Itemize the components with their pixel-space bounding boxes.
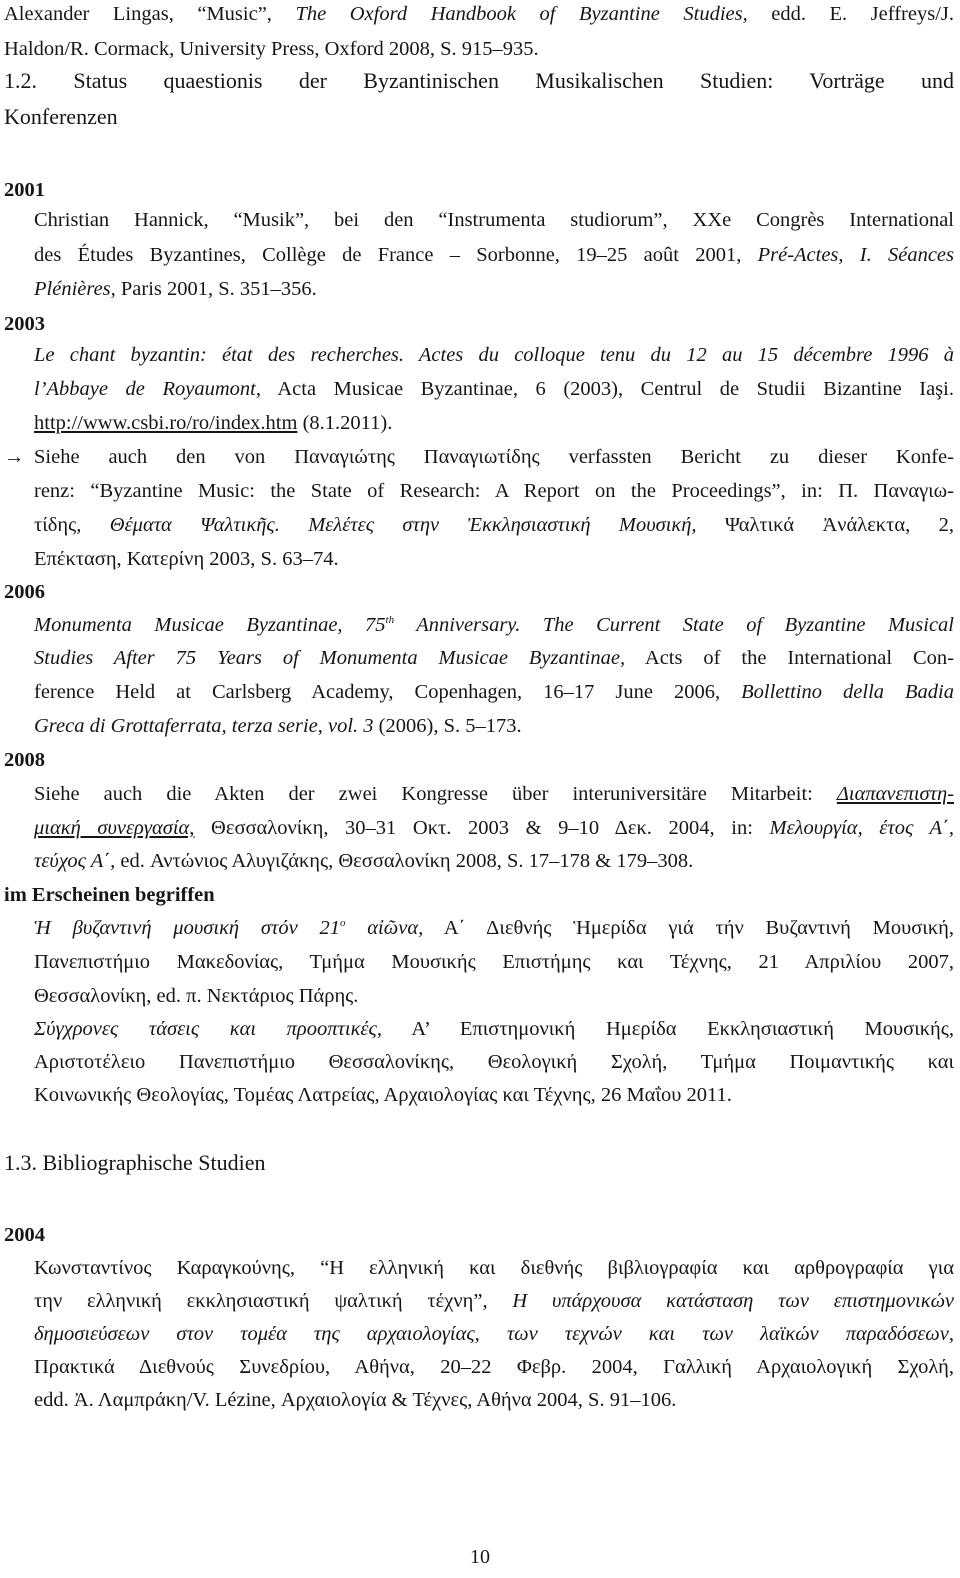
- pending-entry-1-line-3: Θεσσαλονίκη, ed. π. Νεκτάριος Πάρης.: [34, 985, 359, 1007]
- entry-2004-line-3: δημοσιεύσεων στον τομέα της αρχαιολογίας, των τεχνών και των λαϊκών παραδόσεων,: [34, 1323, 954, 1345]
- entry-2006-line-1: Monumenta Musicae Byzantinae, 75th Anniversary. The Current State of Byzantine Musical: [34, 614, 954, 636]
- entry-2001-line-3: Plénières, Paris 2001, S. 351–356.: [34, 278, 317, 300]
- year-heading-2004: 2004: [4, 1224, 45, 1246]
- entry-2004-line-2: την ελληνική εκκλησιαστική ψαλτική τέχνη”, Η υπάρχουσα κατάσταση των επιστημονικών: [34, 1290, 954, 1312]
- pending-entry-2-line-1: Σύγχρονες τάσεις και προοπτικές, Α’ Επιστημονική Ημερίδα Εκκλησιαστική Μουσικής,: [34, 1018, 955, 1040]
- entry-2001-line-2: des Études Byzantines, Collège de France – Sorbonne, 19–25 août 2001, Pré-Actes, I. Séances: [34, 244, 955, 266]
- pending-heading: im Erscheinen begriffen: [4, 884, 215, 906]
- entry-2004-line-1: Κωνσταντίνος Καραγκούνης, “Η ελληνική και διεθνής βιβλιογραφία και αρθρογραφία για: [34, 1257, 954, 1279]
- section-heading-1-3: 1.3. Bibliographische Studien: [4, 1150, 266, 1175]
- section-heading-1-2-cont: Konferenzen: [4, 104, 118, 129]
- citation-lingas-line-1: Alexander Lingas, “Music”, The Oxford Handbook of Byzantine Studies, edd. E. Jeffreys/J.: [4, 3, 954, 25]
- entry-2008-line-3: τεύχος Α΄, ed. Αντώνιος Αλυγιζάκης, Θεσσαλονίκη 2008, S. 17–178 & 179–308.: [34, 850, 694, 872]
- year-heading-2008: 2008: [4, 749, 45, 771]
- pending-entry-1-line-1: Ἡ βυζαντινή μουσική στόν $21^o$ αἰῶνα, Α΄ Διεθνής Ἡμερίδα γιά τήν Βυζαντινή Μουσική,: [34, 917, 954, 939]
- pending-entry-1-line-2: Πανεπιστήμιο Μακεδονίας, Τμήμα Μουσικής Επιστήμης και Τέχνης, 21 Απριλίου 2007,: [34, 951, 954, 973]
- entry-2001-line-1: Christian Hannick, “Musik”, bei den “Instrumenta studiorum”, XXe Congrès International: [34, 209, 954, 231]
- entry-2008-line-2: μιακή συνεργασία, Θεσσαλονίκη, 30–31 Οκτ. 2003 & 9–10 Δεκ. 2004, in: Μελουργία, έτος Α΄,: [34, 817, 954, 839]
- entry-2003-line-3: http://www.csbi.ro/ro/index.htm (8.1.2011).: [34, 412, 393, 434]
- entry-2004-line-4: Πρακτικά Διεθνούς Συνεδρίου, Αθήνα, 20–22 Φεβρ. 2004, Γαλλική Αρχαιολογική Σχολή,: [34, 1356, 954, 1378]
- arrow-icon: →: [4, 446, 25, 468]
- pending-entry-2-line-3: Κοινωνικής Θεολογίας, Τομέας Λατρείας, Αρχαιολογίας και Τέχνης, 26 Μαΐου 2011.: [34, 1084, 732, 1106]
- page-number: 10: [470, 1546, 490, 1568]
- citation-lingas-line-2: Haldon/R. Cormack, University Press, Oxford 2008, S. 915–935.: [4, 38, 539, 60]
- year-heading-2003: 2003: [4, 313, 45, 335]
- csbi-link[interactable]: http://www.csbi.ro/ro/index.htm: [34, 412, 298, 434]
- entry-2004-line-5: edd. Ἀ. Λαμπράκη/V. Lézine, Αρχαιολογία & Τέχνες, Αθήνα 2004, S. 91–106.: [34, 1389, 677, 1411]
- entry-2006-line-3: ference Held at Carlsberg Academy, Copenhagen, 16–17 June 2006, Bollettino della Badia: [34, 681, 954, 703]
- entry-2006-line-2: Studies After 75 Years of Monumenta Musicae Byzantinae, Acts of the International Con-: [34, 647, 954, 669]
- entry-2003-line-6: τίδης, Θέματα Ψαλτικῆς. Μελέτες στην Ἐκκλησιαστική Μουσική, Ψαλτικά Ἀνάλεκτα, 2,: [34, 514, 954, 536]
- entry-2003-line-1: Le chant byzantin: état des recherches. Actes du colloque tenu du 12 au 15 décembre 1996 à: [34, 344, 954, 366]
- entry-2003-line-2: l’Abbaye de Royaumont, Acta Musicae Byzantinae, 6 (2003), Centrul de Studii Bizantine Iaşi.: [34, 378, 954, 400]
- year-heading-2001: 2001: [4, 179, 45, 201]
- entry-2003-line-4: Siehe auch den von Παναγιώτης Παναγιωτίδης verfassten Bericht zu dieser Konfe-: [34, 446, 954, 468]
- section-heading-1-2: 1.2. Status quaestionis der Byzantinischen Musikalischen Studien: Vorträge und: [4, 68, 954, 93]
- pending-entry-2-line-2: Αριστοτέλειο Πανεπιστήμιο Θεσσαλονίκης, Θεολογική Σχολή, Τμήμα Ποιμαντικής και: [34, 1051, 954, 1073]
- entry-2003-line-5: renz: “Byzantine Music: the State of Research: A Report on the Proceedings”, in: Π. Παναγιω-: [34, 480, 954, 502]
- entry-2008-line-1: Siehe auch die Akten der zwei Kongresse über interuniversitäre Mitarbeit: Διαπανεπιστη-: [34, 783, 954, 805]
- year-heading-2006: 2006: [4, 581, 45, 603]
- entry-2006-line-4: Greca di Grottaferrata, terza serie, vol. 3 (2006), S. 5–173.: [34, 715, 522, 737]
- entry-2003-line-7: Επέκταση, Κατερίνη 2003, S. 63–74.: [34, 548, 339, 570]
